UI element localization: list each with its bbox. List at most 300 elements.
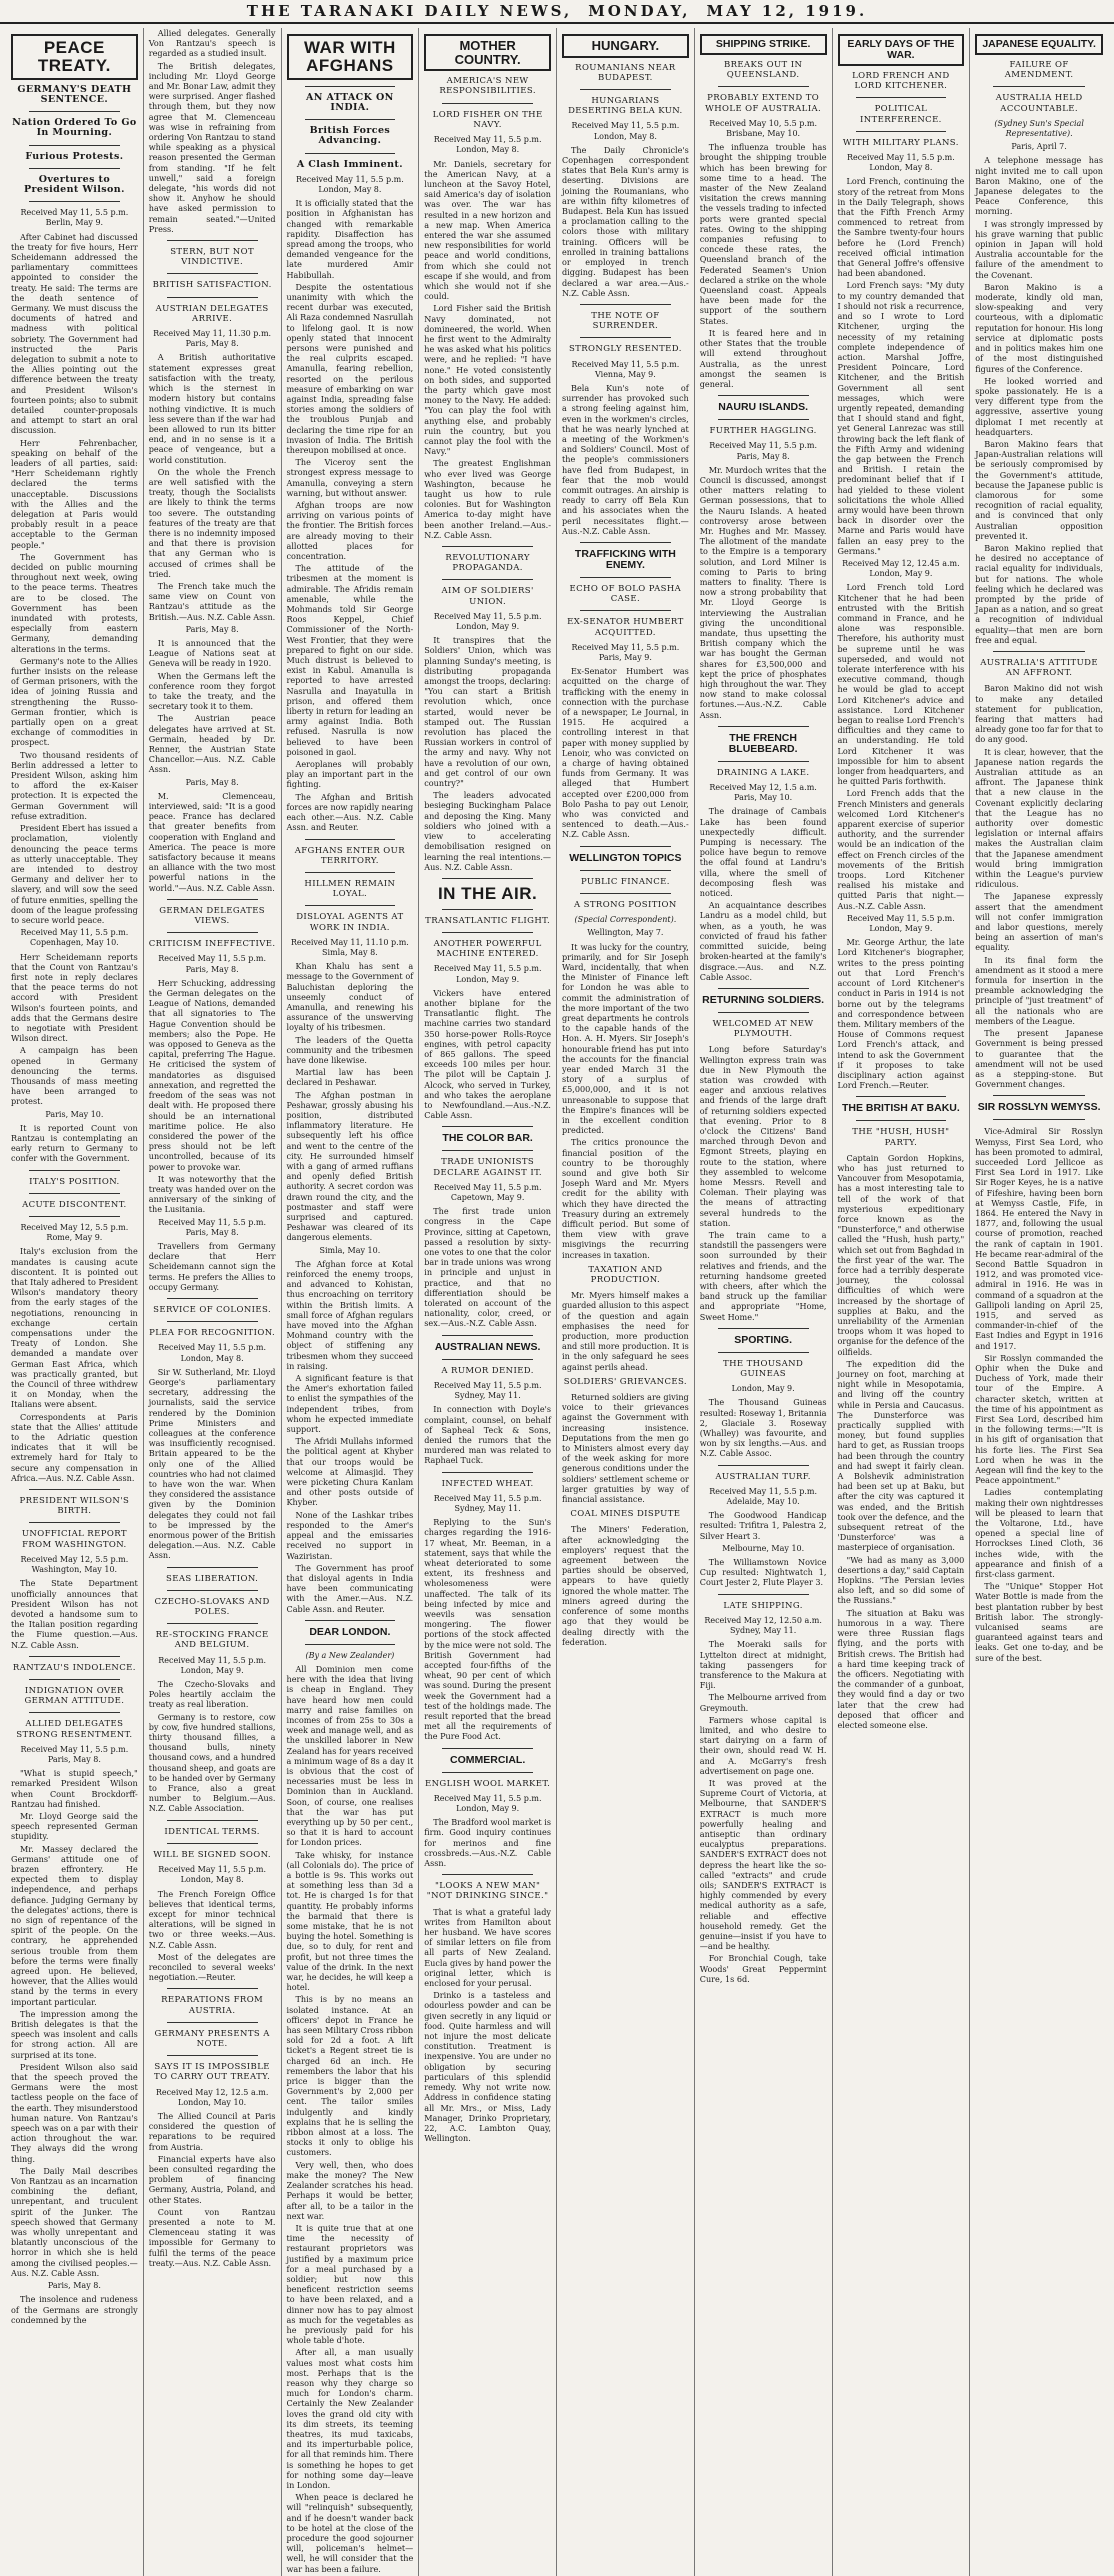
newspaper-columns <box>6 28 1108 2574</box>
rule-divider <box>305 905 396 906</box>
article-paragraph: It is feared here and in other States that the trouble will extend throughout Australia, as the unrest amongst the seamen is general. <box>699 327 827 389</box>
rule-divider <box>167 1567 258 1568</box>
rule-divider <box>167 297 258 298</box>
rule-divider <box>305 1620 396 1621</box>
subheading: ECHO OF BOLO PASHA CASE. <box>569 584 682 605</box>
article-paragraph: Herr Schucking, addressing the German delegates on the League of Nations, demanded that all signatories to The Hague Convention should be members; also the Pope. He was opposed to Geneva as the capital, preferring The Hague. He criticised the system of mandatories as disguised annexation, and regretted the freedom of the seas was not dealt with. He proposed there should be an international maritime police. He also considered the power of the press should not be left uncontrolled, because of its power to provoke war. <box>148 977 276 1172</box>
headline: HUNGARY. <box>562 34 689 58</box>
subheading: A Clash Imminent. <box>296 158 403 170</box>
subheading: ALLIED DELEGATES STRONG RESENTMENT. <box>16 1719 133 1740</box>
dateline: Received May 11, 5.5 p.m. London, May 9. <box>158 1655 267 1675</box>
headline: AUSTRALIAN NEWS. <box>434 1340 541 1353</box>
article-paragraph: It was proved at the Supreme Court of Victoria, at Melbourne, that SANDER'S EXTRACT is much more powerfully healing and antiseptic than ordinary eucalyptus preparations. SANDER'S EXTRACT does not depress the heart like the so-called "extracts" and crude oils; SANDER'S EXTRACT is highly commended by every medical authority as a safe, reliable and effective household remedy. Get the genuine—insist if you have to—and be healthy. <box>699 1777 827 1952</box>
subheading: IDENTICAL TERMS. <box>164 1826 260 1837</box>
article-paragraph: A significant feature is that the Amer's exhortation failed to enlist the sympathies of the independent tribes, from whom he expected immediate support. <box>286 1373 414 1435</box>
headline: THE BRITISH AT BAKU. <box>841 1102 960 1115</box>
article-paragraph: The Government has proof that disloyal agents in India have been communicating with the Amer.—Aus. N.Z. Cable Assn. and Reuter. <box>286 1562 414 1614</box>
dateline: Wellington, May 7. <box>587 928 664 938</box>
rule-divider <box>29 145 120 146</box>
dateline: Received May 11, 5.5 p.m. London, May 9. <box>846 913 955 934</box>
headline: COMMERCIAL. <box>450 1753 526 1766</box>
column-2 <box>144 28 282 2576</box>
article-paragraph: Most of the delegates are reconciled to several weeks' negotiation.—Reuter. <box>148 1951 276 1983</box>
column-3 <box>282 28 420 2576</box>
article-paragraph: The Moeraki sails for Lyttelton direct at midnight, taking passengers for transference to the Makura at Fiji. <box>699 1639 827 1691</box>
rule-divider <box>442 1748 533 1749</box>
article-paragraph: That is what a grateful lady writes from Hamilton about her husband. We have scores of similar letters on file from all parts of New Zealand. Eucla gives by hand power the original letter, which is enclosed for your perusal. <box>424 1906 551 1989</box>
subheading: GERMAN DELEGATES VIEWS. <box>159 905 266 927</box>
article-paragraph: A telephone message has night invited me to call upon Baron Makino, one of the Japanese delegates to the Peace Conference, this morning. <box>975 155 1103 217</box>
article-paragraph: The Austrian peace delegates have arrived at St. Germain, headed by Dr. Renner, the Austrian State Chancellor.—Aus. N.Z. Cable Assn. <box>148 713 276 775</box>
rule-divider <box>442 103 533 104</box>
dateline: Received May 11, 5.5 p.m. London, May 8. <box>571 121 680 141</box>
article-paragraph: It is announced that the League of Nations seat at Geneva will be ready in 1920. <box>148 637 276 669</box>
rule-divider <box>993 86 1085 87</box>
rule-divider <box>718 1594 809 1595</box>
subheading: AN ATTACK ON INDIA. <box>306 91 394 113</box>
rule-divider <box>442 1772 533 1773</box>
article-paragraph: The Afridi Mullahs informed the political agent at Khyber that our troops would be welcome at Alimasjid. They were picketing Chura Kanlam and other posts outside of Khyber. <box>286 1436 414 1508</box>
subheading: INFECTED WHEAT. <box>441 1478 534 1489</box>
rule-divider <box>167 1321 258 1322</box>
subheading: STERN, BUT NOT VINDICTIVE. <box>170 247 255 268</box>
dateline: Received May 11, 5.5 p.m. London, May 8. <box>158 1343 267 1363</box>
subheading: British Forces Advancing. <box>309 125 391 147</box>
rule-divider <box>718 86 809 87</box>
masthead-title: THE TARANAKI DAILY NEWS, <box>246 2 573 20</box>
article-paragraph: The Japanese expressly assert that the amendment will not confer immigration and labor questions, merely being an assertion of man's equality. <box>975 891 1103 953</box>
rule-divider <box>442 1126 533 1127</box>
subheading: SERVICE OF COLONIES. <box>153 1304 272 1315</box>
dateline: Received May 11, 5.5 p.m. London, May 8. <box>295 174 404 194</box>
article-paragraph: Mr. Lloyd George said the speech represented German stupidity. <box>11 1810 138 1842</box>
article-paragraph: All Dominion men come here with the idea that living is cheap in England. They have heard how men could marry and raise families on incomes of from 25s to 30s a week and manage well, and as the unskilled laborer in New Zealand has for years received a minimum wage of 8s a day it is obvious that the cost of necessaries must be less in Dominion than in Auckland. Soon, of course, one realises that the war has put everything up by 50 per cent., so that it is hard to account for London prices. <box>286 1663 414 1848</box>
article-paragraph: Sir W. Sutherland, Mr. Lloyd George's parliamentary secretary, addressing the journalists, said the service rendered by the Dominion Prime Ministers and colleagues at the conference was insufficiently recognised. Britain appeared to be the only one of the Allied countries who had not claimed to have won the war. When they considered the assistance given by the Dominion delegates they could not fail to be impressed by the enormous power of the British delegation.—Aus. N.Z. Cable Assn. <box>148 1366 276 1561</box>
dateline: Received May 12, 12.50 a.m. Sydney, May 11. <box>704 1615 822 1636</box>
subheading: UNOFFICIAL REPORT FROM WASHINGTON. <box>21 1529 127 1550</box>
masthead-date: MAY 12, 1919. <box>706 2 868 20</box>
article-paragraph: Returned soldiers are giving voice to their grievances against the Government with increasing insistence. Deputations from the men go to Ministers almost every day of the week asking for more generous conditions under the soldiers' settlement scheme or larger gratuities by way of financial assistance. <box>562 1392 689 1505</box>
article-paragraph: The leaders advocated besieging Buckingham Palace and deposing the King. Many soldiers who joined with a view to accelerating demobilisation resigned on learning the real intentions.—Aus. N.Z. Cable Assn. <box>424 790 551 872</box>
dateline: Received May 10, 5.5 p.m. Brisbane, May 10. <box>709 118 818 139</box>
subheading: TRANSATLANTIC FLIGHT. <box>425 915 551 926</box>
rule-divider <box>29 168 120 169</box>
article-paragraph: Mr. Myers himself makes a guarded allusion to this aspect of the question and again emphasises the need for production, more production and still more production. It is in the only safeguard he sees against perils ahead. <box>562 1290 689 1372</box>
subheading: THE THOUSAND GUINEAS <box>723 1358 804 1380</box>
article-paragraph: The Thousand Guineas resulted: Roseway 1, Britannia 2, Glaciale 3. Roseway (Whalley) was favourite, and won by six lengths.—Aus. and N.Z. Cable Assoc. <box>699 1397 827 1459</box>
subheading: ANOTHER POWERFUL MACHINE ENTERED. <box>433 938 542 960</box>
rule-divider <box>29 1712 120 1713</box>
column-4 <box>419 28 557 2576</box>
subheading: STRONGLY RESENTED. <box>568 344 682 355</box>
rule-divider <box>580 337 671 338</box>
headline: SIR ROSSLYN WEMYSS. <box>977 1101 1101 1114</box>
headline: WAR WITH AFGHANS <box>287 34 414 80</box>
rule-divider <box>167 2022 258 2023</box>
subheading: COAL MINES DISPUTE <box>570 1509 681 1520</box>
article-paragraph: Mr. Murdoch writes that the Council is discussed, amongst other matters relating to German possessions, that to the Nauru Islands. A heated controversy arose between Mr. Hughes and Mr. Massey. The allotment of the mandate to the Empire is a temporary solution, and Lord Milner is coming to Paris to bring matters to finality. There is now a strong probability that Mr. Lloyd George is interviewing the Australian giving the unconditional mandate, thus upsetting the British company which the war has bought the German shares for £3,500,000 and kept the price of phosphates high throughout the war. They now stand to make colossal fortunes.—Aus.-N.Z. Cable Assn. <box>699 464 827 720</box>
headline: NAURU ISLANDS. <box>718 401 809 414</box>
subheading: HILLMEN REMAIN LOYAL. <box>304 878 396 900</box>
subheading: PROBABLY EXTEND TO WHOLE OF AUSTRALIA. <box>705 93 822 114</box>
article-paragraph: The Allied Council at Paris considered the question of reparations to be required from Austria. <box>148 2110 276 2152</box>
rule-divider <box>167 1988 258 1989</box>
article-paragraph: The Afghan postman in Peshawar, grossly abusing his position, distributed inflammatory literature. He subsequently left his office and went to the centre of the city. He surrounded himself with a gang of armed ruffians and openly defied British authority. A secret cordon was drawn round the city, and the postmaster and staff were surprised and captured. Peshawar was cleared of its dangerous elements. <box>286 1089 414 1243</box>
subheading: WELCOMED AT NEW PLYMOUTH. <box>712 1018 814 1040</box>
article-paragraph: Mr. Massey declared the Germans' attitude one of brazen effrontery. He expected them to display independence, and perhaps defiance. Judging Germany by the delegates' actions, there is no sign of repentance of the spirit of the people. On the contrary, he apprehended serious trouble from them before the terms were finally agreed upon. He believed, however, that the Allies would stand by the terms in every important particular. <box>11 1843 138 2007</box>
article-paragraph: Martial law has been declared in Peshawar. <box>286 1067 414 1088</box>
subheading: AUSTRALIA HELD ACCOUNTABLE. <box>995 93 1083 114</box>
headline: THE FRENCH BLUEBEARD. <box>728 731 798 755</box>
article-paragraph: Drinko is a tasteless and odourless powder and can be given secretly in any liquid or food. Quite harmless and will not injure the most delicate constitution. Treatment is inexpensive. You are under no obligation by securing particulars of this splendid remedy. Why not write now. Address in confidence stating all Mr. Mrs., or Miss, Lady Manager, Drinko Proprietary, 22, A.C. Lambton Quay, Wellington. <box>424 1990 551 2144</box>
dateline: Received May 11, 5.5 p.m. London, May 8. <box>158 1865 267 1885</box>
subheading: THE "HUSH, HUSH" PARTY. <box>852 1127 950 1148</box>
rule-divider <box>993 651 1085 652</box>
article-paragraph: Lord French, continuing the story of the retreat from Mons in the Daily Telegraph, shows that the Fifth French Army commenced to retreat from the Sambre twenty-four hours before he (Lord French) received official intimation that General Joffre's offensive had been abandoned. <box>837 176 965 279</box>
dateline: Received May 11, 5.5 p.m. Berlin, May 9. <box>20 208 129 228</box>
article-paragraph: Italy's exclusion from the mandates is causing acute discontent. It is pointed out that Italy adhered to President Wilson's mandatory theory from the early stages of the negotiations, renouncing in exchange certain compensations under the Treaty of London. She demanded a mandate over German East Africa, which was practically granted, but the Council of three withdrew it on Monday, when the Italians were absent. <box>11 1246 138 1410</box>
article-paragraph: The Government has decided on public mourning throughout next week, owing to the peace terms. Theatres are to be closed. The Government has been inundated with protests, especially from eastern Germany, demanding alterations in the terms. <box>11 551 138 654</box>
rule-divider <box>305 872 396 873</box>
rule-divider <box>167 932 258 933</box>
article-paragraph: The Miners' Federation, after acknowledging the employers' request that the agreement between the parties should be observed, appears to have quietly ignored the whole matter. The miners agreed during the conference of some months ago that they would be dealing directly with the federation. <box>562 1524 689 1647</box>
subheading: ACUTE DISCONTENT. <box>22 1199 127 1210</box>
rule-divider <box>305 86 396 87</box>
rule-divider <box>580 870 671 871</box>
rule-divider <box>305 153 396 154</box>
rule-divider <box>580 610 671 611</box>
dateline: Received May 12, 5.5 p.m. Washington, May 10. <box>20 1554 129 1575</box>
dateline: Received May 11, 11.10 p.m. Simla, May 8. <box>290 937 409 957</box>
article-paragraph: The drainage of Cambais Lake has been found unexpectedly difficult. Pumping is necessary. The police have begun to remove the offal found at Landru's villa, where the smell of decomposing flesh was noticed. <box>699 806 827 899</box>
headline: PEACE TREATY. <box>11 34 138 80</box>
dateline: Received May 11, 5.5 p.m. Paris, May 8. <box>709 441 818 461</box>
dateline: Received May 11, 5.5 p.m. Sydney, May 11. <box>433 1380 542 1401</box>
subheading: RE-STOCKING FRANCE AND BELGIUM. <box>155 1630 269 1651</box>
article-paragraph: The Viceroy sent the strongest express message to Amanulla, conveying a stern warning, but without answer. <box>286 457 414 498</box>
subheading: CRITICISM INEFFECTIVE. <box>148 939 276 950</box>
article-paragraph: Lord Fisher said the British Navy dominated, not domineered, the world. When he first went to the Admiralty he was asked what his politics were, and he replied: "I have none." He voted consistently on both sides, and supported the party which gave most money to the Navy. He added: "You can play the fool with anything else, and probably ruin the country, but you cannot play the fool with the Navy." <box>424 303 551 457</box>
article-paragraph: The critics pronounce the financial position of the country to be thoroughly sound and give both Sir Joseph Ward and Mr. Myers credit for the ability with which they have directed the Treasury during an extremely difficult period. But some of them view with grave misgivings the recurring increases in taxation. <box>562 1137 689 1260</box>
rule-divider <box>580 542 671 543</box>
article-paragraph: The Goodwood Handicap resulted: Trifitra 1, Palestra 2, Silver Heart 3. <box>699 1510 827 1541</box>
article-paragraph: President Wilson also said that the speech proved the Germans were the most tactless people on the face of the earth. They misunderstood human nature. Von Rantzau's speech was on a par with their action throughout the war. They always did the wrong thing. <box>11 2061 138 2164</box>
rule-divider <box>718 761 809 762</box>
article-paragraph: The present Japanese Government is being pressed to guarantee that the amendment will not be used as a stepping-stone. But Government changes. <box>975 1028 1103 1090</box>
article-paragraph: The influenza trouble has brought the shipping trouble which has been brewing for some time to a head. The master of the New Zealand visitation the crews manning the vessels trading to infected ports were granted special rates. Owing to the shipping companies refusing to concede these rates, the Queensland branch of the Federated Seamen's Union declared a strike on the whole Queensland coast. Appeals have been made for the support of the southern States. <box>699 142 827 326</box>
rule-divider <box>442 1359 533 1360</box>
article-paragraph: The Daily Chronicle's Copenhagen correspondent states that Bela Kun's army is deserting. Divisions are joining the Roumanians, who are within fifty kilometres of Budapest. Bela Kun has issued a proclamation calling to the colors those with military training. Officers will be enrolled in training battalions or employed in trench digging. Budapest has been declared a war area.—Aus.-N.Z. Cable Assn. <box>562 144 689 298</box>
article-paragraph: The greatest Englishman who ever lived was George Washington, because he taught us how to rule colonies. But for Washington America to-day might have been another Ireland.—Aus.-N.Z. Cable Assn. <box>424 458 551 540</box>
rule-divider <box>167 1843 258 1844</box>
headline: IN THE AIR. <box>437 883 538 903</box>
subheading: AIM OF SOLDIERS' UNION. <box>441 586 534 607</box>
column-7 <box>833 28 971 2576</box>
rule-divider <box>29 111 120 112</box>
subheading: Nation Ordered To Go In Mourning. <box>12 117 137 139</box>
rule-divider <box>718 1328 809 1329</box>
rule-divider <box>167 1820 258 1821</box>
rule-divider <box>167 240 258 241</box>
article-paragraph: Allied delegates. Generally Von Rantzau's speech is regarded as a studied insult. <box>148 28 276 59</box>
subheading: REVOLUTIONARY PROPAGANDA. <box>445 553 530 574</box>
subheading: BRITISH SATISFACTION. <box>152 280 272 291</box>
rule-divider <box>442 909 533 910</box>
article-paragraph: The first trade union congress in the Cape Province, sitting at Capetown, passed a resolution by sixty-one votes to one that the color bar in trade unions was wrong in principle and unjust in practice, and that no differentiation should be tolerated on account of the nationality, color, creed, or sex.—Aus.-N.Z. Cable Assn. <box>424 1206 551 1329</box>
article-paragraph: Germany's note to the Allies further insists on the release of German prisoners, with the idea of joining Russia and strengthening the Russo-German frontier, which is partially open on a great exchange of commodities in prospect. <box>11 655 138 748</box>
article-paragraph: Baron Makino fears that Japan-Australian relations will be seriously compromised by the Government's attitude, because the Japanese public is clamorous for some recognition of racial equality, and is convinced that only Australian opposition prevented it. <box>975 438 1103 541</box>
column-6 <box>695 28 833 2576</box>
article-paragraph: Lord French adds that the French Ministers and generals welcomed Lord Kitchener's apparent exercise of superior authority, and the surrender would be an indication of the effect on French circles of the movements of the British troops. Lord Kitchener realised his mistake and quitted Paris that night.—Aus.-N.Z. Cable Assn. <box>837 788 965 911</box>
column-5 <box>557 28 695 2576</box>
dateline: Received May 12, 1.5 a.m. Paris, May 10. <box>709 783 817 803</box>
article-paragraph: Ex-Senator Humbert was acquitted on the charge of trafficking with the enemy in connection with the purchase of a newspaper, Le Journal, in 1915. He acquired a controlling interest in that paper with money supplied by Lenoir, who was convicted on a charge of having obtained funds from Germany. It was alleged that Humbert accepted over £200,000 from Bolo Pasha to pay out Lenoir, who was convicted and sentenced to death.—Aus.-N.Z. Cable Assn. <box>562 666 689 840</box>
article-paragraph: The Daily Mail describes Von Rantzau as an incarnation combining the defiant, unrepentant, and truculent spirit of the Junker. The speech showed that Germany was wholly unrepentant and blatantly unconscious of the horror in which she is held among the civilised peoples.—Aus. N.Z. Cable Assn. <box>11 2165 138 2278</box>
rule-divider <box>718 1465 809 1466</box>
subheading: FAILURE OF AMENDMENT. <box>1004 60 1074 81</box>
rule-divider <box>442 579 533 580</box>
article-paragraph: The expedition did the journey on foot, marching at night while in Mesopotamia, and living off the country while in Persia and Caucasus. The Dunsterforce was practically supplied with money, but found supplies hard to get, as Russian troops had been through the country and had swept it fairly clean. A Bolshevik administration had been set up at Baku, but after the city was captured it was ended, and the British took over the defence, and the subsequent retreat of the 'Dunsterforce' was a masterpiece of organisation. <box>837 1358 965 1553</box>
rule-divider <box>442 932 533 933</box>
article-paragraph: Khan Khalu has sent a message to the Government of Baluchistan deploring the unseemly conduct of Amanulla, and renewing his assurance of the unswerving loyalty of his tribesmen. <box>286 961 414 1033</box>
rule-divider <box>305 1644 396 1645</box>
article-paragraph: Germany is to restore, cow by cow, five hundred stallions, thirty thousand fillies, a thousand bulls, ninety thousand cows, and a hundred thousand sheep, and goats are to be handed over by Germany to France, also a great number to Belgium.—Aus. N.Z. Cable Association. <box>148 1711 276 1814</box>
dateline: Received May 11, 5.5 p.m. London, May 8. <box>433 135 542 155</box>
subheading: PRESIDENT WILSON'S BIRTH. <box>19 1496 130 1517</box>
dateline: Received May 12, 12.5 a.m. London, May 10. <box>155 2087 269 2107</box>
rule-divider <box>442 1472 533 1473</box>
subheading: A STRONG POSITION <box>574 899 677 910</box>
rule-divider <box>580 846 671 847</box>
article-paragraph: The French Foreign Office believes that identical terms, except for minor technical alterations, will be signed in two or three weeks.—Aus. N.Z. Cable Assn. <box>148 1888 276 1950</box>
article-paragraph: An acquaintance describes Landru as a model child, but when, as a youth, he was convicted of fraud his father committed suicide, being broken-hearted at the family's disgrace.—Aus. and N.Z. Cable Assoc. <box>699 900 827 982</box>
article-paragraph: He looked worried and spoke passionately. He is a very different type from the aggressive, assertive young diplomat I met recently at headquarters. <box>975 375 1103 437</box>
article-paragraph: Baron Makino did not wish to make any detailed statement for publication, fearing that matters had already gone too far for that to do any good. <box>975 683 1103 745</box>
article-paragraph: Correspondents at Paris state that the Allies' attitude to the Adriatic question indicates that it will be extremely hard for Italy to secure any compensation in Africa.—Aus. N.Z. Cable Assn. <box>11 1411 138 1483</box>
subheading: WITH MILITARY PLANS. <box>842 137 959 148</box>
dateline: Received May 11, 11.30 p.m. Paris, May 8. <box>153 329 272 349</box>
article-paragraph: A British authoritative statement expresses great satisfaction with the treaty, which is the sternest in modern history but contains nothing vindictive. It is much less severe than if the war had been allowed to run its bitter end, and in no sense is it a peace of vengeance, but a world constitution. <box>148 352 276 465</box>
article-paragraph: Baron Makino is a moderate, kindly old man, slow-speaking and very courteous, with a diplomatic reputation for honour. His long service at diplomatic posts and in politics makes him one of the most distinguished figures of the Conference. <box>975 281 1103 374</box>
subheading: A RUMOR DENIED. <box>441 1365 534 1376</box>
subheading: TRADE UNIONISTS DECLARE AGAINST IT. <box>433 1157 542 1178</box>
rule-divider <box>29 1679 120 1680</box>
rule-divider <box>167 1298 258 1299</box>
article-paragraph: Replying to the Sun's charges regarding the 1916-17 wheat, Mr. Beeman, in a statement, says that while the wheat deteriorated to some extent, its freshness and wholesomeness were unaffected. The talk of its being infected by mice and weevils was sensation mongering. The flower portions of the stock affected by the mice were not sold. The British Government had accepted four-fifths of the wheat, 90 per cent of which was sound. During the present week the Government had a test of the holdings made. The result reported that the bread met all the requirements of the Pure Food Act. <box>424 1517 551 1742</box>
subheading: FURTHER HAGGLING. <box>709 426 817 437</box>
rule-divider <box>29 1522 120 1523</box>
article-paragraph: Herr Scheidemann reports that the Count von Rantzau's first note in reply declares that the peace terms do not accord with President Wilson's fourteen points, and adds that the Germans desire to negotiate with President Wilson direct. <box>11 951 138 1044</box>
article-paragraph: When the Germans left the conference room they forgot to take the treaty, and the secretary took it to them. <box>148 670 276 712</box>
dateline: Received May 11, 5.5 p.m. Paris, May 8. <box>158 954 267 974</box>
subheading: REPARATIONS FROM AUSTRIA. <box>161 1995 264 2016</box>
subheading: PUBLIC FINANCE. <box>580 876 670 887</box>
article-paragraph: Mr. Daniels, secretary for the American Navy, at a luncheon at the Savoy Hotel, said America's day of isolation was over. The war has resulted in a new horizon and a new map. When America entered the war she assumed new responsibilities for world peace and world conditions, from which she could not escape if she would, and from which she would not if she could. <box>424 158 551 302</box>
dateline: Received May 11, 5.5 p.m. London, May 9. <box>433 964 542 984</box>
headline: EARLY DAYS OF THE WAR. <box>838 34 965 66</box>
rule-divider <box>29 201 120 202</box>
article-paragraph: For Bronchial Cough, take Woods' Great Peppermint Cure, 1s 6d. <box>699 1953 827 1984</box>
article-paragraph: The insolence and rudeness of the Germans are strongly condemned by the <box>11 2294 138 2325</box>
article-paragraph: The situation at Baku was humorous in a way. There were three Russian flags flying, and the ports with British crews. The British had a hard time keeping track of the officers. Negotiating with the commander of a gunboat, they would find a day or two later that the crew had deposed that officer and elected someone else. <box>837 1607 965 1730</box>
subheading: WILL BE SIGNED SOON. <box>153 1849 271 1860</box>
dateline: Received May 11, 5.5 p.m. Paris, May 9. <box>571 642 680 663</box>
subheading: GERMANY PRESENTS A NOTE. <box>154 2028 270 2049</box>
rule-divider <box>442 1335 533 1336</box>
subheading: LATE SHIPPING. <box>723 1600 803 1611</box>
rule-divider <box>305 839 396 840</box>
dateline: Paris, May 8. <box>185 777 239 787</box>
dateline: Received May 11, 5.5 p.m. Capetown, May 9. <box>433 1182 542 1203</box>
rule-divider <box>167 899 258 900</box>
article-paragraph: On the whole the French are well satisfied with the treaty, though the Socialists are likely to think the terms too severe. The outstanding features of the treaty are that there is no indemnity imposed and that there is provision that any German who is accused of crimes shall be tried. <box>148 466 276 579</box>
article-paragraph: Captain Gordon Hopkins, who has just returned to Vancouver from Mesopotamia, has a most interesting tale to tell of the work of that mysterious expeditionary force known as the "Dunsterforce," and otherwise called the "Hush, hush party," which set out from Baghdad in the first year of the war. The force had a terribly desperate journey, the colossal difficulties of which were increased by the shortage of supplies at Baku, and the unreliability of the Armenian troops whom it was hoped to organise for the defence of the oilfields. <box>837 1152 965 1357</box>
subheading: Furious Protests. <box>25 150 124 162</box>
masthead-day: MONDAY, <box>588 2 691 20</box>
subheading: ENGLISH WOOL MARKET. <box>424 1778 551 1789</box>
subheading: AUSTRIAN DELEGATES ARRIVE. <box>155 303 269 324</box>
article-paragraph: The Williamstown Novice Cup resulted: Nightwatch 1, Court Jester 2, Flute Player 3. <box>699 1557 827 1588</box>
rule-divider <box>305 119 396 120</box>
article-paragraph: Count von Rantzau presented a note to M. Clemenceau stating it was impossible for Germany to fulfil the terms of the peace treaty.—Aus. N.Z. Cable Assn. <box>148 2206 276 2268</box>
article-paragraph: In connection with Doyle's complaint, counsel, on behalf of Sapheal Teck & Sons, denied the rumors that the murdered man was related to Raphael Tuck. <box>424 1404 551 1466</box>
dateline: Paris, May 8. <box>47 2281 101 2291</box>
rule-divider <box>718 1012 809 1013</box>
dateline: Received May 11, 5.5 p.m. London, May 8. <box>846 153 955 173</box>
rule-divider <box>167 1590 258 1591</box>
article-paragraph: The Afghan force at Kotal reinforced the enemy troops, and advanced to Kohistan, thus encroaching on territory within the British limits. A small force of Afghan regulars have moved into the Afghan Mohmand country with the object of stiffening any tribesmen whom they succeed in raising. <box>286 1258 414 1371</box>
subheading: AUSTRALIAN TURF. <box>715 1471 811 1482</box>
headline: DEAR LONDON. <box>309 1625 391 1638</box>
article-paragraph: The French take much the same view on Count von Rantzau's attitude as the British.—Aus. N.Z. Cable Assn. <box>148 580 276 622</box>
dateline: Received May 11, 5.5 p.m. London, May 9. <box>433 1793 542 1814</box>
dateline: London, May 9. <box>731 1384 795 1394</box>
article-paragraph: Afghan troops are now arriving on various points of the frontier. The British forces are already moving to their allotted places for concentration. <box>286 500 414 562</box>
rule-divider <box>856 131 947 132</box>
dateline: Received May 11, 5.5 p.m. Paris, May 8. <box>158 1217 267 1237</box>
headline: SHIPPING STRIKE. <box>700 34 827 55</box>
article-paragraph: The leaders of the Quetta community and the tribesmen have done likewise. <box>286 1034 414 1065</box>
article-paragraph: The Afghan and British forces are now rapidly nearing each other.—Aus. N.Z. Cable Assn. and Reuter. <box>286 791 414 833</box>
subheading: THE NOTE OF SURRENDER. <box>591 310 660 332</box>
article-paragraph: President Ebert has issued a proclamation, violently denouncing the peace terms as utterly unacceptable. They are intended to destroy Germany and deliver her to slavery, and will sow the seed of future enmities, spelling the doom of the league professing to secure world peace. <box>11 823 138 925</box>
subheading: "LOOKS A NEW MAN" "NOT DRINKING SINCE." <box>426 1881 549 1902</box>
rule-divider <box>856 1120 947 1121</box>
headline: RETURNING SOLDIERS. <box>702 993 825 1006</box>
rule-divider <box>29 1216 120 1217</box>
subheading: CZECHO-SLOVAKS AND POLES. <box>154 1596 270 1618</box>
subheading: AMERICA'S NEW RESPONSIBILITIES. <box>439 76 536 97</box>
dateline: Melbourne, May 10. <box>722 1543 805 1553</box>
subheading: LORD FRENCH AND LORD KITCHENER. <box>852 71 950 92</box>
subheading: RANTZAU'S INDOLENCE. <box>12 1662 136 1673</box>
rule-divider <box>442 1874 533 1875</box>
article-paragraph: Sir Rosslyn commanded the Ophir when the Duke and Duchess of York, made their tour of the Empire. A character sketch, written at the time of his appointment as First Sea Lord, described him in the following terms:—"It is in his gift of organisation that his forte lies. The First Sea Lord when he was in the Aegean will find the key to the Peace appointment." <box>975 1352 1103 1486</box>
subheading: Overtures to President Wilson. <box>23 173 125 195</box>
article-paragraph: The "Unique" Stopper Hot Water Bottle is made from the best plantation rubber by best British labor. The strongly-vulcanised seams are guaranteed against tears and leaks. Get one to-day, and be sure of the best. <box>975 1581 1103 1663</box>
masthead <box>0 0 1114 24</box>
dateline: Paris, April 7. <box>1011 142 1067 152</box>
dateline: Received May 11, 5.5 p.m. Adelaide, May 10. <box>709 1486 818 1507</box>
article-paragraph: It is reported Count von Rantzau is contemplating an early return to Germany to confer with the Government. <box>11 1122 138 1164</box>
rule-divider <box>993 1119 1085 1120</box>
rule-divider <box>167 1623 258 1624</box>
article-paragraph: Financial experts have also been consulted regarding the problem of financing Germany, Austria, Poland, and other States. <box>148 2153 276 2205</box>
rule-divider <box>29 1170 120 1171</box>
article-paragraph: The State Department unofficially announces that President Wilson has not devoted a handsome sum to the Italian position regarding the Fiume question.—Aus. N.Z. Cable Assn. <box>11 1578 138 1650</box>
article-paragraph: M. Clemenceau, interviewed, said: "It is a good peace. France has declared that greater benefits from cooperation with England and America. The peace is more satisfactory because it means an alliance with the two most powerful nations in the world."—Aus. N.Z. Cable Assn. <box>148 790 276 893</box>
rule-divider <box>580 304 671 305</box>
article-paragraph: The attitude of the tribesmen at the moment is admirable. The Afridis remain amenable, while the Mohmands told Sir George Roos Keppel, Chief Commissioner of the North-West Frontier, that they were prepared to fight on our side. Much distrust is believed to exist in Kabul. Amanulla is reported to have arrested Nasrulla and Inayatulla in prison, and offered them liberty in return for leading an army against India. Both refused. Nasrulla is now believed to have been poisoned in gaol. <box>286 563 414 757</box>
column-1 <box>6 28 144 2576</box>
rule-divider <box>856 1096 947 1097</box>
rule-divider <box>718 419 809 420</box>
article-paragraph: After all, a man usually values most what costs him most. Perhaps that is the reason why they charge so much for London's charm. Certainly the New Zealander loves the grand old city with its dim streets, its teeming theatres, its mud taxicabs, and its imperturbable police, for all that reminds him. There is something he hopes to get for nothing some day—leave in London. <box>286 2347 414 2490</box>
byline: (Sydney Sun's Special Representative). <box>994 118 1084 139</box>
subheading: POLITICAL INTERFERENCE. <box>859 104 942 125</box>
headline: THE COLOR BAR. <box>442 1132 533 1145</box>
article-paragraph: Lord French says: "My duty to my country demanded that I should not risk a recurrence, and so I wrote to Lord Kitchener, urging the necessity of my retaining complete independence of action. Marshal Joffre, President Poincare, Lord Kitchener, and the British Government all sent messages, which were urgently repeated, demanding that I should stand and fight, yet General Lanrezac was still throwing back the left flank of the Fifth Army and widening the gap between the French and British. I retain the predominant belief that if I had yielded to these violent solicitations the whole Allied army would have been thrown back in disorder over the Marne and Paris would have fallen an easy prey to the Germans." <box>837 280 965 556</box>
article-paragraph: It is quite true that at one time the necessity of restaurant proprietors was justified by a maximum price for a meal purchased by a soldier; but now this beneficent restriction seems to have been relaxed, and a dinner now has to pay almost as much for the vegetables as he previously paid for his whole table d'hote. <box>286 2222 414 2346</box>
rule-divider <box>993 1095 1085 1096</box>
article-paragraph: This is by no means an isolated instance. At an officers' depot in France he has seen Military Cross ribbon sold for 2d a foot. A lift ticket's a Regent street tie is charged 6d an inch. He remembers the labor that his price is bigger than the Government's by 2,000 per cent. The tailor smiles indulgently and kindly explains that he is selling the ribbon almost at a loss. The stocks it only to oblige his customers. <box>286 1994 414 2158</box>
dateline: Received May 12, 12.45 a.m. London, May 9. <box>842 558 960 579</box>
article-paragraph: Very well, then, who does make the money? The New Zealander scratches his head. Perhaps it would be better, after all, to be a tailor in the next war. <box>286 2159 414 2221</box>
dateline: Paris, May 10. <box>45 1109 104 1119</box>
subheading: SEAS LIBERATION. <box>166 1573 259 1584</box>
article-paragraph: Vice-Admiral Sir Rosslyn Wemyss, First Sea Lord, who has been promoted to admiral, succeeded Lord Jellicoe as First Sea Lord in 1917. Like Sir Roger Keyes, he is a native of Fifeshire, having been born at Wemyss Castle, Fife, in 1864. He entered the Navy in 1877, and, following the usual course of promotion, reached the rank of captain in 1901. He became rear-admiral of the Second Battle Squadron in 1912, and was promoted vice-admiral in 1916. He was in command of a squadron at the Gallipoli landing on April 25, 1915, and served as commander-in-chief of the East Indies and Egypt in 1916 and 1917. <box>975 1126 1103 1351</box>
article-paragraph: Lord French told Lord Kitchener that he had been entrusted with the British command in France, and he alone was responsible. Therefore, his authority must be supreme until he was superseded, and would not tolerate interference with his executive command, though he would be glad to accept Lord Kitchener's advice and assistance. Lord Kitchener began to realise Lord French's difficulties and they came to an understanding. He told Lord Kitchener it was impossible for him to absent longer from headquarters, and he quitted Paris forthwith. <box>837 582 965 787</box>
rule-divider <box>580 893 671 894</box>
rule-divider <box>718 1352 809 1353</box>
article-paragraph: The Bradford wool market is firm. Good inquiry continues for merinos and fine crossbreds.—Aus.-N.Z. Cable Assn. <box>424 1817 552 1869</box>
article-paragraph: The Czecho-Slovaks and Poles heartily acclaim the treaty as real liberation. <box>148 1679 276 1710</box>
subheading: HUNGARIANS DESERTING BELA KUN. <box>568 96 683 117</box>
subheading: DISLOYAL AGENTS AT WORK IN INDIA. <box>296 912 404 933</box>
rule-divider <box>29 1489 120 1490</box>
rule-divider <box>29 1193 120 1194</box>
article-paragraph: Vickers have entered another biplane for the Transatlantic flight. The machine carries two standard 350 horse-power Rolls-Royce engines, with petrol capacity of 865 gallons. The speed exceeds 100 miles per hour. The pilot will be Captain J. Alcock, who served in Turkey, and who takes the aeroplane to Newfoundland.—Aus.-N.Z. Cable Assn. <box>424 987 551 1121</box>
column-8 <box>970 28 1108 2576</box>
article-paragraph: Baron Makino replied that he desired no acceptance of racial equality for individuals, but for nations. The whole feeling which he declared was prompted by the pride of Japan as a nation, and so great a recognition of individual equality—that men are born free and equal. <box>975 542 1103 645</box>
article-paragraph: It is clear, however, that the Japanese nation regards the Australian attitude as an affront. The Japanese think that a new clause in the Covenant explicitly declaring that the League has no authority over domestic legislation or internal affairs makes the Australian claim that the Japanese amendment would bring immigration within the League's purview ridiculous. <box>975 746 1103 890</box>
article-paragraph: The impression among the British delegates is that the speech was insolent and calls for strong action. All are surprised at its tone. <box>11 2008 138 2060</box>
dateline: Paris, May 8. <box>185 624 239 634</box>
article-paragraph: It was noteworthy that the treaty was handed over on the anniversary of the sinking of the Lusitania. <box>148 1173 276 1215</box>
article-paragraph: Take whisky, for instance (all Colonials do). The price of a bottle is 9s. This works out at something less than 3d a tot. He is charged 1s for that quantity. He probably informs the barmaid that there is some mistake, that he is not buying the hotel. Something is due, so to duly, for rent and profit, but not three times the value of the drink. In the next war, he decides, he will keep a hotel. <box>286 1849 414 1993</box>
rule-divider <box>29 1656 120 1657</box>
dateline: Received May 11, 5.5 p.m. Vienna, May 9. <box>571 359 680 379</box>
article-paragraph: The British delegates, including Mr. Lloyd George and Mr. Bonar Law, admit they were surprised. Anger flashed through them, but they now agree that M. Clemenceau was wise in refraining from ordering Von Rantzau to stand while speaking as a physical reason presented the German from standing. "If he felt unwell," said a foreign delegate, "his words did not show it. Anyhow he should have asked permission to remain seated."—United Press. <box>148 60 276 234</box>
article-paragraph: The Melbourne arrived from Greymouth. <box>699 1692 827 1713</box>
dateline: Received May 12, 5.5 p.m. Rome, May 9. <box>20 1223 129 1243</box>
dateline: Received May 11, 5.5 p.m. London, May 9. <box>433 611 542 632</box>
subheading: DRAINING A LAKE. <box>716 767 810 778</box>
rule-divider <box>167 2055 258 2056</box>
subheading: SOLDIERS' GRIEVANCES. <box>563 1376 688 1387</box>
article-paragraph: Mr. George Arthur, the late Lord Kitchener's biographer, writes to the press pointing out that Lord French's account of Lord Kitchener's conduct in Paris in 1914 is not borne out by the telegrams and correspondence between them. Military members of the House of Commons request Lord French's attack, and intend to ask the Government if it proposes to take disciplinary action against Lord French.—Reuter. <box>837 937 965 1091</box>
subheading: SAYS IT IS IMPOSSIBLE TO CARRY OUT TREATY. <box>154 2062 271 2083</box>
article-paragraph: Travellers from Germany declare that Herr Scheidemann cannot sign the terms. He prefers the Allies to occupy Germany. <box>148 1240 276 1292</box>
subheading: TAXATION AND PRODUCTION. <box>588 1264 663 1285</box>
subheading: ROUMANIANS NEAR BUDAPEST. <box>575 62 676 83</box>
rule-divider <box>718 395 809 396</box>
headline: MOTHER COUNTRY. <box>424 34 551 71</box>
subheading: PLEA FOR RECOGNITION. <box>149 1328 276 1339</box>
subheading: BREAKS OUT IN QUEENSLAND. <box>723 60 803 81</box>
rule-divider <box>856 97 947 98</box>
article-paragraph: Ladies contemplating making their own nightdresses will be pleased to learn that the Voltarone, Ltd., have opened a special line of Horrockses Lined Cloth, 36 inches wide, with the appearance and finish of a first-class garment. <box>975 1487 1103 1580</box>
